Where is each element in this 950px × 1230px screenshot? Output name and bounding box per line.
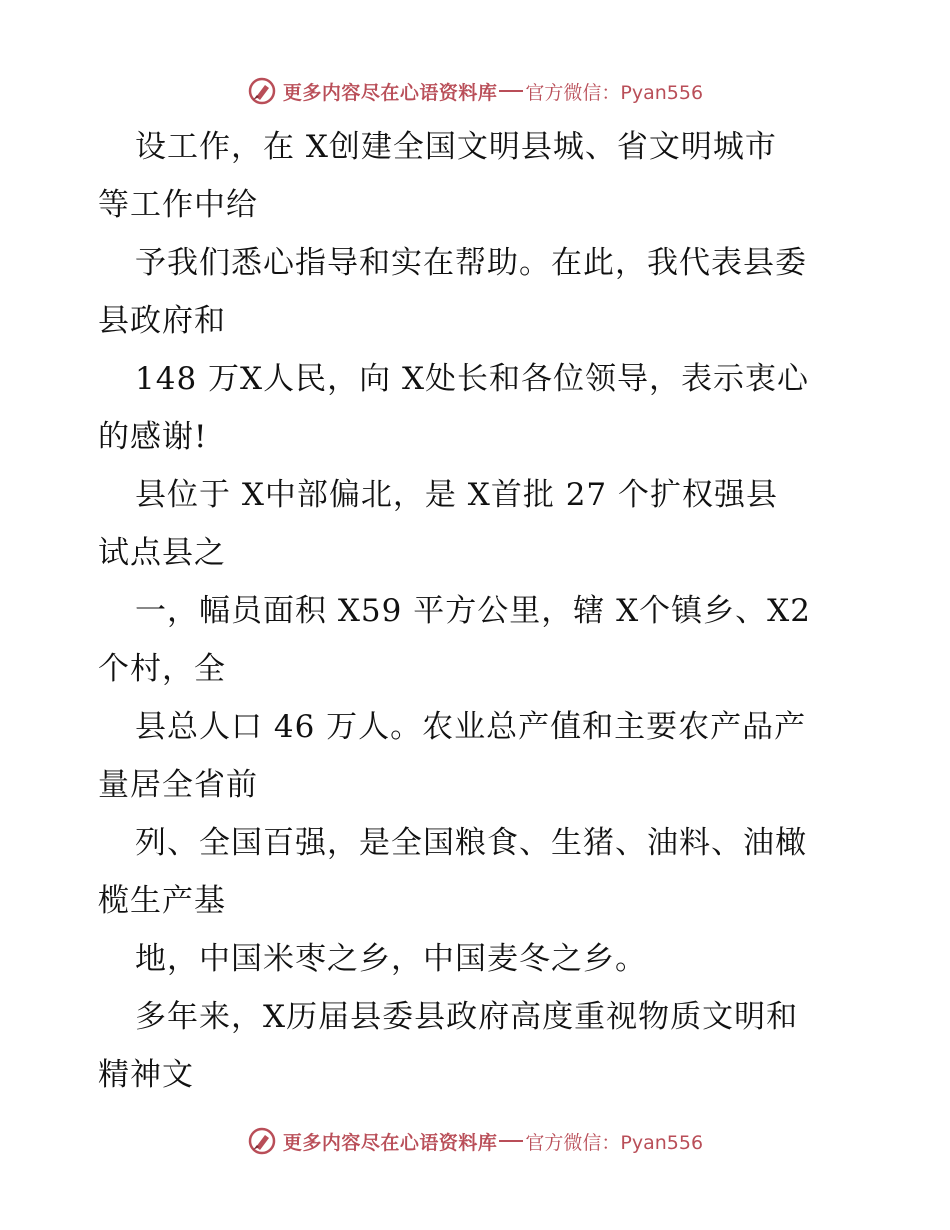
pen-nib-logo-icon [247, 76, 277, 106]
banner-dash [499, 1140, 523, 1142]
body-line: 县总人口 46 万人。农业总产值和主要农产品产 [135, 709, 807, 745]
body-line: 县位于 X中部偏北，是 X首批 27 个扩权强县 [135, 477, 778, 513]
body-line: 多年来，X历届县委县政府高度重视物质文明和 [135, 999, 799, 1035]
body-line: 148 万X人民，向 X处长和各位领导，表示衷心 [135, 361, 810, 397]
body-line: 个村，全 [98, 651, 226, 687]
banner-slogan: 更多内容尽在心语资料库 [282, 81, 498, 104]
header-banner [0, 71, 950, 111]
banner-dash [499, 90, 523, 92]
body-line: 县政府和 [98, 303, 226, 339]
banner-contact: 官方微信：Pyan556 [525, 1131, 704, 1154]
body-line: 地，中国米枣之乡，中国麦冬之乡。 [135, 941, 647, 977]
body-line: 等工作中给 [98, 187, 258, 223]
body-line: 予我们悉心指导和实在帮助。在此，我代表县委 [135, 245, 807, 281]
body-line: 列、全国百强，是全国粮食、生猪、油料、油橄 [135, 825, 807, 861]
banner-slogan: 更多内容尽在心语资料库 [282, 1131, 498, 1154]
body-line: 设工作，在 X创建全国文明县城、省文明城市 [135, 129, 777, 165]
body-line: 的感谢! [98, 419, 208, 455]
footer-banner [0, 1121, 950, 1161]
banner-contact: 官方微信：Pyan556 [525, 81, 704, 104]
body-line: 试点县之 [98, 535, 226, 571]
pen-nib-logo-icon [247, 1126, 277, 1156]
body-line: 一，幅员面积 X59 平方公里，辖 X个镇乡、X2 [135, 593, 811, 629]
body-line: 榄生产基 [98, 883, 226, 919]
body-line: 精神文 [98, 1057, 194, 1093]
body-line: 量居全省前 [98, 767, 258, 803]
document-body [98, 118, 858, 1104]
